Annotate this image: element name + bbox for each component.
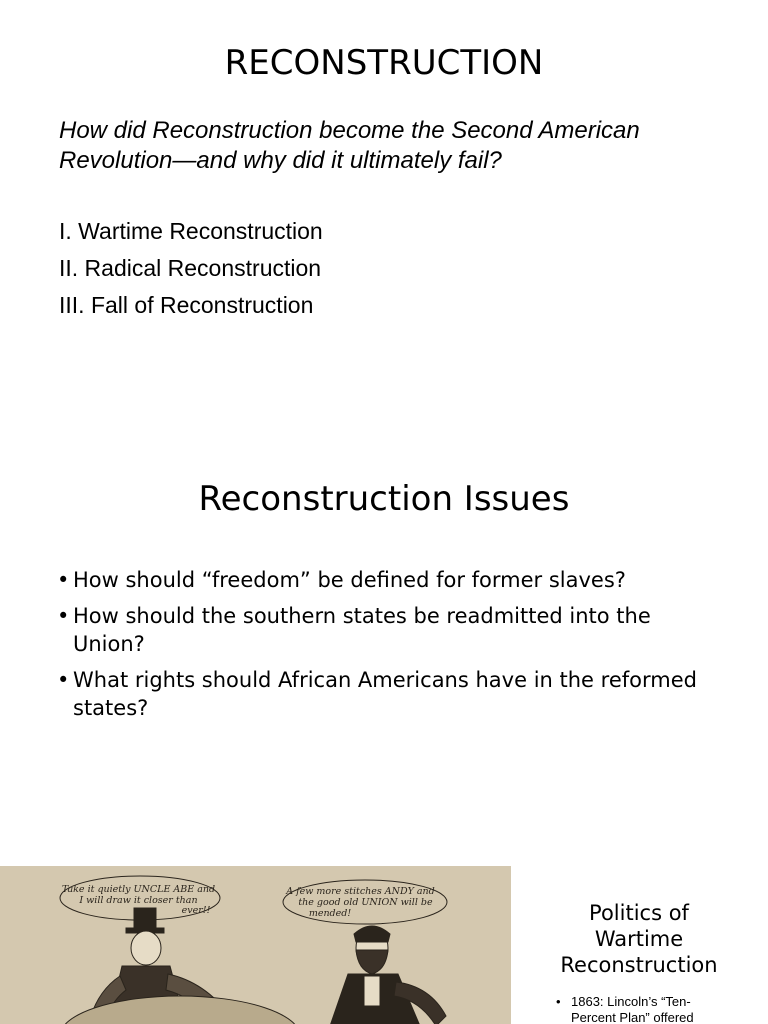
slide-politics-wartime-reconstruction xyxy=(0,864,768,1024)
cartoon-caption-right: A few more stitches ANDY and xyxy=(286,886,435,897)
outline-item: II. Radical Reconstruction xyxy=(59,255,322,281)
slide-reconstruction-issues xyxy=(0,432,768,864)
list-item-text: How should the southern states be readmitted into the Union? xyxy=(73,604,651,656)
bullet-icon: • xyxy=(57,568,70,592)
outline-list xyxy=(59,213,323,324)
outline-item: III. Fall of Reconstruction xyxy=(59,292,314,318)
slide-title xyxy=(541,900,737,978)
slide-title: Reconstruction Issues xyxy=(198,479,570,519)
slide-title-line: Politics of xyxy=(589,901,689,925)
slide-title-line: Wartime xyxy=(594,927,684,951)
list-item xyxy=(57,566,717,594)
list-item xyxy=(57,666,717,722)
cartoon-caption-left: I will draw it closer than xyxy=(79,895,198,906)
list-item-text: 1863: Lincoln’s “Ten-Percent Plan” offered xyxy=(571,994,694,1024)
slide-title: RECONSTRUCTION xyxy=(224,43,544,83)
cartoon-caption-right: the good old UNION will be xyxy=(298,897,433,908)
list-item xyxy=(57,602,717,658)
list-item-text: How should “freedom” be defined for former slaves? xyxy=(73,568,626,592)
bullet-icon: • xyxy=(556,994,561,1009)
outline-item: I. Wartime Reconstruction xyxy=(59,218,323,244)
list-item-text: What rights should African Americans have in the reformed states? xyxy=(73,668,697,720)
slide-title-line: Reconstruction xyxy=(560,953,718,977)
slide-reconstruction xyxy=(0,0,768,432)
cartoon-caption-left: Take it quietly UNCLE ABE and xyxy=(61,884,216,895)
cartoon-caption-left: ever!! xyxy=(181,905,211,916)
bullet-icon: • xyxy=(57,668,70,692)
list-item xyxy=(556,994,716,1024)
politics-list xyxy=(556,994,716,1024)
guiding-question: How did Reconstruction become the Second American Revolution—and why did it ultimately fail? xyxy=(59,117,640,174)
issues-list xyxy=(57,566,717,730)
political-cartoon-image xyxy=(0,866,511,1024)
cartoon-caption-right: mended! xyxy=(308,908,352,919)
bullet-icon: • xyxy=(57,604,70,628)
